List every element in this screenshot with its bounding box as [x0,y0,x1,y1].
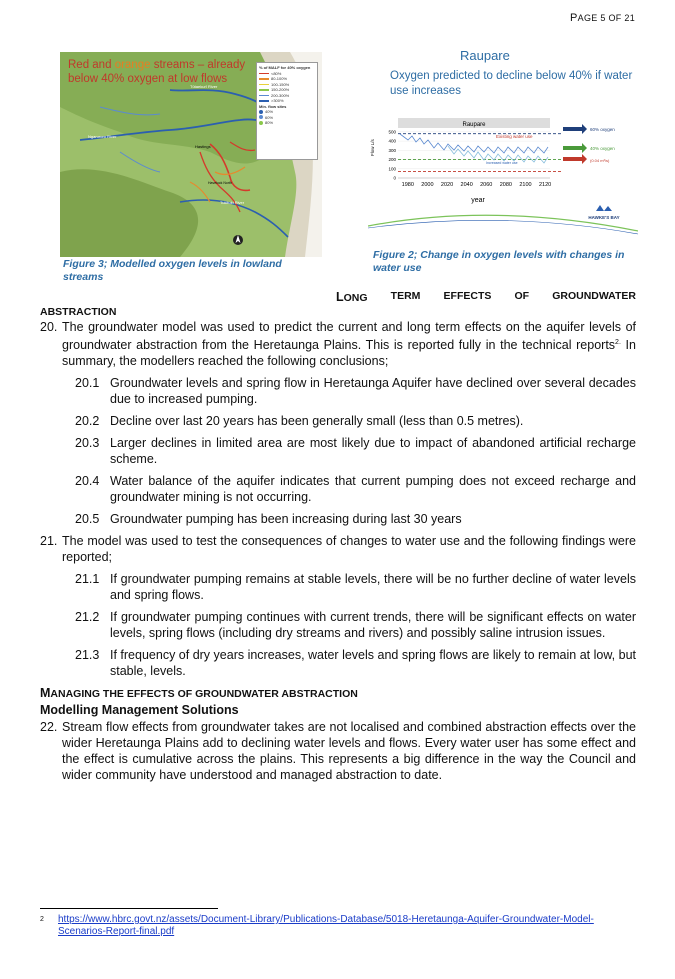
list-item: 20.3 Larger declines in limited area are most likely due to impact of abandoned artificial recharge scheme. [75,436,636,467]
list-item: 20.2 Decline over last 20 years has been generally small (less than 0.5 metres). [75,414,524,429]
existing-use-label: Existing water use [496,134,533,139]
legend-sites-title: Min. flow sites [259,103,287,109]
map-legend [256,62,318,160]
swoosh-decoration [368,220,638,234]
x-tick-label: 1980 [401,182,414,188]
page-number: PAGE 5 OF 21 [570,12,635,24]
legend-site: 60% [259,115,315,121]
x-tick-label: 2020 [440,182,454,188]
arrow-60-icon [563,124,587,134]
legend-item: 200-300% [259,93,315,99]
raupare-subtitle: Oxygen predicted to decline below 40% if water use increases [390,70,633,97]
oxygen-map-figure [60,52,322,257]
x-tick-label: 2120 [538,182,552,188]
legend-item: 80-100% [259,76,315,82]
list-item: 21.2 If groundwater pumping continues with current trends, there will be significant effects on water levels, spring flows (including dry streams and rivers) and possibly saline intrusion issues. [75,610,636,641]
footnote-link[interactable]: https://www.hbrc.govt.nz/assets/Document-Library/Publications-Database/5018-Heretaunga-Aquifer-Groundwater-Model-Scenarios-Report-final.pdf [58,914,594,937]
footnote-divider [40,908,218,909]
x-axis-label: year [471,197,485,204]
legend-item: 150-200% [259,87,315,93]
x-tick-label: 2060 [480,182,493,188]
paragraph-22: 22. Stream flow effects from groundwater takes are not localised and combined abstraction effects over the wider Heretaunga Plains add to declining water levels and flows. Every water user has some effect and the effect is cumulative across the plains. This represents a big difference in the way the Council and wider community have understood and managed abstraction to date. [40,720,636,783]
map-title: Red and orange streams – already below 40% oxygen at low flows [68,59,246,85]
threshold-60-label: 60% oxygen [590,127,615,132]
y-tick-label: 200 [388,157,396,163]
svg-text:Tūtaekurī River: Tūtaekurī River [190,84,218,89]
y-tick-label: 400 [388,138,396,144]
raupare-title: Raupare [460,48,510,63]
subheading-modelling: Modelling Management Solutions [40,703,239,718]
list-item: 20.5 Groundwater pumping has been increasing during last 30 years [75,512,462,527]
y-tick-label: 500 [388,129,396,135]
legend-item: 100-150% [259,82,315,88]
svg-text:Havelock North: Havelock North [208,181,232,185]
svg-text:Hastings: Hastings [195,144,211,149]
svg-text:Ngaruroro River: Ngaruroro River [88,134,117,139]
legend-site: 80% [259,120,315,126]
list-item: 21.1 If groundwater pumping remains at stable levels, there will be no further decline of water levels and spring flows. [75,572,636,603]
list-item: 20.4 Water balance of the aquifer indicates that current pumping does not exceed recharge and groundwater mining is not occurring. [75,474,636,505]
y-tick-label: 100 [388,166,396,172]
paragraph-21: 21. The model was used to test the consequences of changes to water use and the following findings were reported; [40,534,636,565]
hawkes-bay-logo: HAWKE'S BAY [588,215,620,220]
chart-title: Raupare [462,122,486,128]
threshold-min-flow-label: (0.04 m³/s) [590,158,610,163]
y-tick-label: 0 [393,175,396,181]
section-heading-managing: MANAGING THE EFFECTS OF GROUNDWATER ABSTRACTION [40,686,358,701]
legend-title: % of MALF for 40% oxygen [259,65,311,70]
x-tick-label: 2040 [460,182,473,188]
arrow-40-icon [563,143,587,153]
section-heading-long-term: LONG TERM EFFECTS OF GROUNDWATER [336,290,636,304]
figure-2-caption: Figure 2; Change in oxygen levels with changes in water use [373,249,625,274]
legend-item: >300% [259,98,315,104]
section-heading-long-term-line2: ABSTRACTION [40,306,117,318]
document-body [40,319,636,789]
y-tick-label: 300 [388,147,396,153]
paragraph-20: 20. The groundwater model was used to predict the current and long term effects on the aquifer levels of groundwater abstraction from the Heretaunga Plains. This is reported fully in the technical reports$^{2.}$ In summary, the modellers reached the following conclusions; [40,320,636,369]
x-tick-label: 2100 [519,182,532,188]
svg-text:Tukituki River: Tukituki River [220,200,245,205]
figure-3-caption: Figure 3; Modelled oxygen levels in lowland streams [63,258,282,283]
footnote: 2 https://www.hbrc.govt.nz/assets/Document-Library/Publications-Database/5018-Heretaunga-Aquifer-Groundwater-Model-Scenarios-Report-final.pdf [40,914,630,938]
legend-item: <80% [259,71,315,77]
x-tick-label: 2080 [499,182,512,188]
legend-site: 40% [259,109,315,115]
increased-use-label: Increased water use [486,161,518,165]
y-axis-label: Flow L/s [370,139,375,156]
x-tick-label: 2000 [421,182,434,188]
list-item: 21.3 If frequency of dry years increases, water levels and spring flows are likely to remain at low, but stable, levels. [75,648,636,679]
threshold-40-label: 40% oxygen [590,146,615,151]
arrow-min-flow-icon [563,154,587,164]
list-item: 20.1 Groundwater levels and spring flow in Heretaunga Aquifer have declined over several decades due to increased pumping. [75,376,636,407]
raupare-figure [368,42,638,252]
hawkes-bay-logo-mark [596,205,612,211]
